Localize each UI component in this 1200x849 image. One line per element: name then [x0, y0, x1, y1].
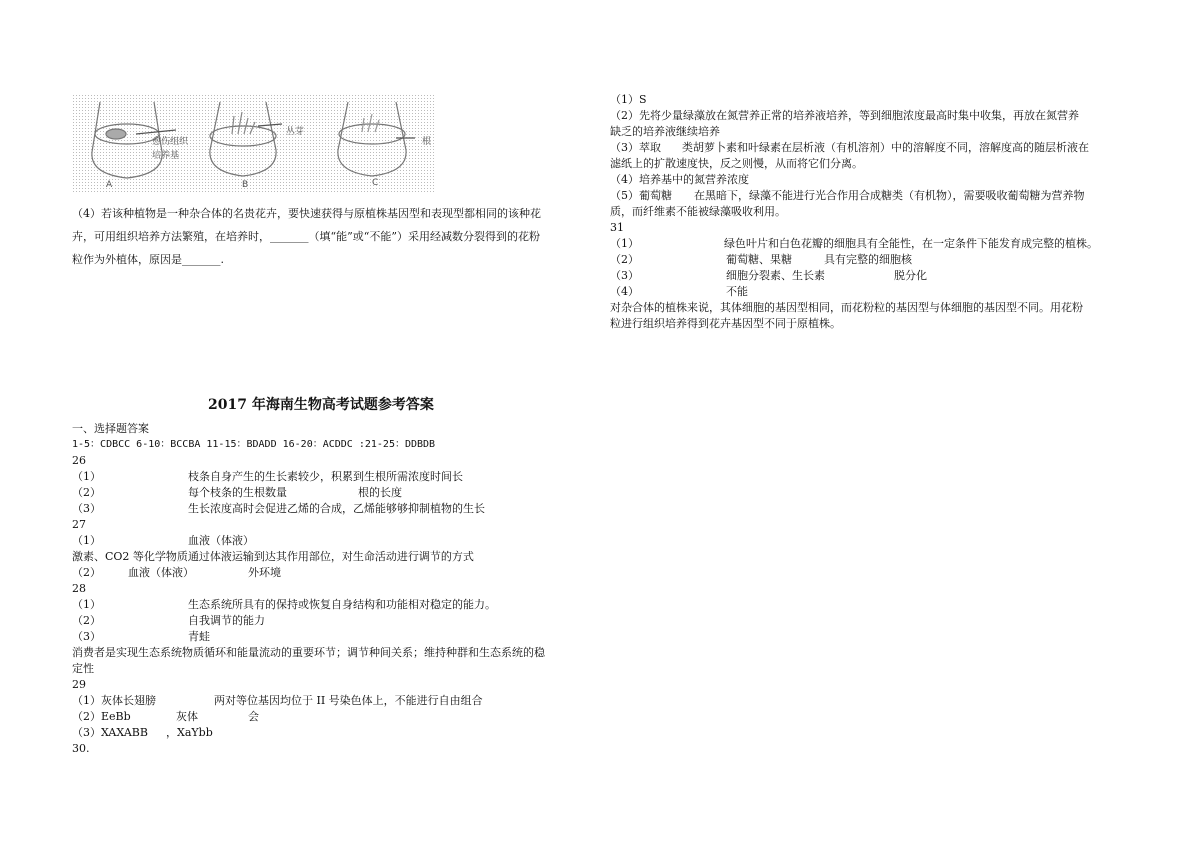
answer-label: （3） — [72, 630, 101, 643]
answer-text: 灰体 — [176, 710, 198, 723]
flask-b — [210, 102, 276, 176]
answer-text: 每个枝条的生根数量 — [188, 486, 287, 499]
figure-letter: B — [242, 180, 249, 190]
answer-label: （3） — [72, 502, 101, 515]
answer-text: 消费者是实现生态系统物质循环和能量流动的重要环节；调节种间关系；维持种群和生态系统的稳 — [72, 646, 545, 659]
answer-text: 具有完整的细胞核 — [824, 253, 912, 266]
answer-text: （2）EeBb — [72, 710, 131, 723]
question-number: 29 — [72, 678, 86, 691]
answer-text: 质，而纤维素不能被绿藻吸收利用。 — [610, 205, 786, 218]
answer-text: （2）先将少量绿藻放在氮营养正常的培养液培养，等到细胞浓度最高时集中收集，再放在氮营养 — [610, 109, 1079, 122]
q4-text: （4）若该种植物是一种杂合体的名贵花卉，要快速获得与原植株基因型和表现型都相同的该种花 — [72, 207, 541, 220]
answer-text: 绿色叶片和白色花瓣的细胞具有全能性，在一定条件下能发育成完整的植株。 — [724, 237, 1098, 250]
answer-text: 类胡萝卜素和叶绿素在层析液（有机溶剂）中的溶解度不同，溶解度高的随层析液在 — [682, 141, 1089, 154]
answer-text: （5）葡萄糖 — [610, 189, 672, 202]
answer-label: （4） — [610, 285, 639, 298]
answer-label: （1） — [72, 470, 101, 483]
figure-label: 丛芽 — [286, 127, 305, 137]
answer-label: （2） — [72, 486, 101, 499]
answer-text: 根的长度 — [358, 486, 402, 499]
answer-text: 生态系统所具有的保持或恢复自身结构和功能相对稳定的能力。 — [188, 598, 496, 611]
question-number: 28 — [72, 582, 86, 595]
figure-letter: A — [106, 180, 113, 190]
answer-text: 粒进行组织培养得到花卉基因型不同于原植株。 — [610, 317, 841, 330]
culture-vessels-drawing — [72, 94, 436, 192]
answer-text: 激素、CO2 等化学物质通过体液运输到达其作用部位，对生命活动进行调节的方式 — [72, 550, 474, 563]
figure-label: 愈伤组织 — [152, 137, 189, 147]
answer-text: 枝条自身产生的生长素较少，积累到生根所需浓度时间长 — [188, 470, 463, 483]
question-number: 30. — [72, 742, 90, 755]
answer-label: （1） — [72, 598, 101, 611]
answer-text: （3）XAXABB — [72, 726, 148, 739]
answer-text: 细胞分裂素、生长素 — [726, 269, 825, 282]
q4-text: 粒作为外植体，原因是_______. — [72, 253, 224, 266]
figure-label: 培养基 — [152, 151, 180, 161]
answer-text: 脱分化 — [894, 269, 927, 282]
answer-label: （2） — [72, 566, 101, 579]
answer-text: （4）培养基中的氮营养浓度 — [610, 173, 749, 186]
tissue-culture-figure — [72, 94, 436, 192]
answer-label: （2） — [72, 614, 101, 627]
answer-text: 定性 — [72, 662, 94, 675]
q4-text: 卉，可用组织培养方法繁殖，在培养时，_______（填“能”或“不能”）采用经减数分裂得到的花粉 — [72, 230, 540, 243]
answer-title: 2017 年海南生物高考试题参考答案 — [208, 397, 434, 413]
figure-letter: C — [372, 178, 379, 188]
answer-text: 对杂合体的植株来说，其体细胞的基因型相同，而花粉粒的基因型与体细胞的基因型不同。用花粉 — [610, 301, 1083, 314]
answer-label: （1） — [610, 237, 639, 250]
answer-text: （1）灰体长翅膀 — [72, 694, 156, 707]
answer-label: （1） — [72, 534, 101, 547]
answer-label: （2） — [610, 253, 639, 266]
answer-text: 会 — [248, 710, 259, 723]
question-number: 31 — [610, 221, 624, 234]
answer-text: 葡萄糖、果糖 — [726, 253, 792, 266]
mc-answers: 1-5：CDBCC 6-10：BCCBA 11-15：BDADD 16-20：ACDDC :21-25：DDBDB — [72, 439, 436, 450]
answer-text: （1）S — [610, 93, 647, 106]
figure-label: 根 — [422, 137, 432, 147]
mc-header: 一、选择题答案 — [72, 422, 149, 435]
answer-text: 自我调节的能力 — [188, 614, 265, 627]
question-number: 27 — [72, 518, 86, 531]
answer-text: （3）萃取 — [610, 141, 661, 154]
answer-text: 血液（体液） — [188, 534, 254, 547]
answer-text: 滤纸上的扩散速度快，反之则慢，从而将它们分离。 — [610, 157, 863, 170]
answer-text: 生长浓度高时会促进乙烯的合成，乙烯能够够抑制植物的生长 — [188, 502, 485, 515]
answer-text: 在黑暗下，绿藻不能进行光合作用合成糖类（有机物），需要吸收葡萄糖为营养物 — [694, 189, 1085, 202]
answer-text: 不能 — [726, 285, 748, 298]
answer-text: 缺乏的培养液继续培养 — [610, 125, 720, 138]
answer-text: 血液（体液） — [128, 566, 194, 579]
answer-label: （3） — [610, 269, 639, 282]
answer-text: ，XaYbb — [166, 726, 213, 739]
answer-text: 外环境 — [248, 566, 281, 579]
flask-c — [338, 102, 406, 176]
question-number: 26 — [72, 454, 86, 467]
answer-text: 两对等位基因均位于 II 号染色体上，不能进行自由组合 — [214, 694, 483, 707]
answer-text: 青蛙 — [188, 630, 210, 643]
